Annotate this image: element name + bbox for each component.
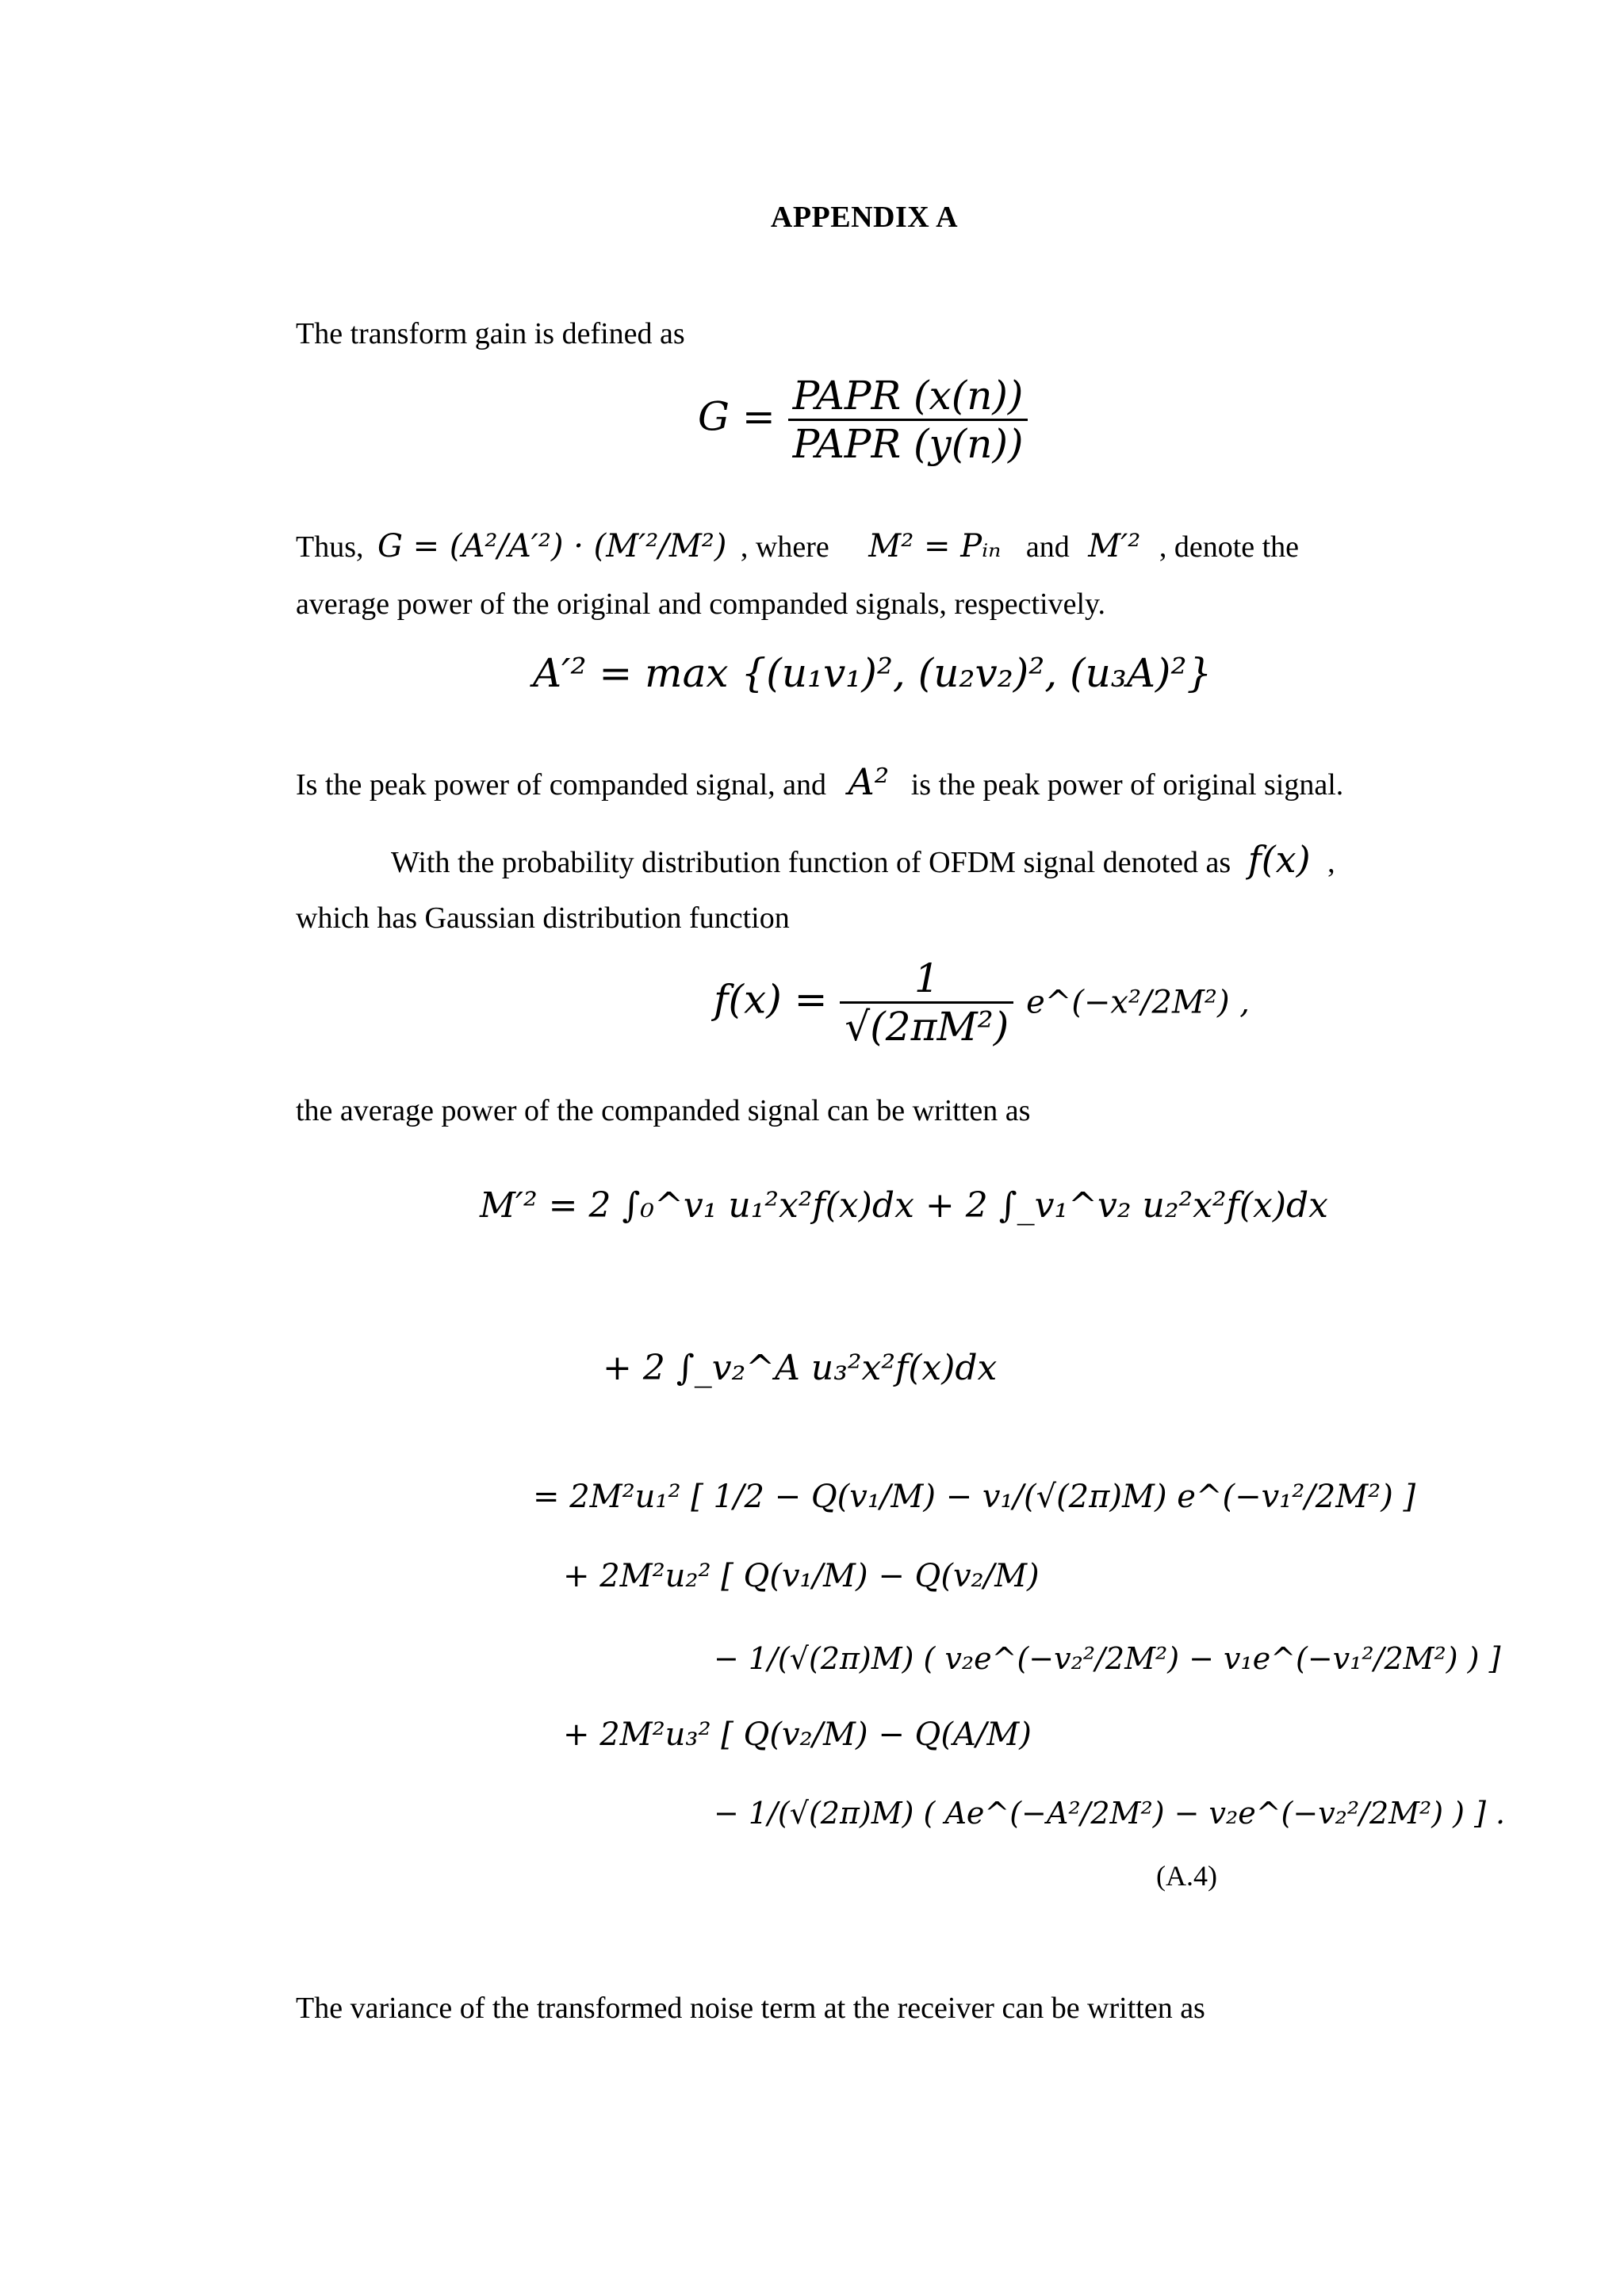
equation-power-line6: + 2M²u₃² [ Q(v₂/M) − Q(A/M) bbox=[563, 1716, 1032, 1753]
inline-gain-formula: G = (A²/A′²) · (M′²/M²) bbox=[377, 528, 727, 564]
paragraph-peak bbox=[296, 753, 1430, 813]
equation-power-line2: + 2 ∫_v₂^A u₃²x²f(x)dx bbox=[603, 1348, 998, 1388]
pdf-comma: , bbox=[1327, 846, 1335, 879]
appendix-heading: APPENDIX A bbox=[770, 201, 959, 234]
equation-power-line1: M′² = 2 ∫₀^v₁ u₁²x²f(x)dx + 2 ∫_v₁^v₂ u₂²x²f(x)dx bbox=[480, 1185, 1328, 1226]
eq-pdf-exponential: e^(−x²/2M²) , bbox=[1026, 984, 1250, 1021]
eq-gain-fraction bbox=[788, 373, 1028, 467]
inline-a-squared: A² bbox=[848, 760, 890, 803]
inline-fx: f(x) bbox=[1247, 838, 1311, 881]
and-text: and bbox=[1025, 530, 1070, 564]
inline-mprime-formula: M′² bbox=[1088, 528, 1141, 564]
eq-pdf-numerator: 1 bbox=[914, 955, 940, 1001]
paragraph-pdf bbox=[296, 831, 1430, 891]
paragraph-variance: The variance of the transformed noise term at the receiver can be written as bbox=[296, 1992, 1205, 2025]
equation-power-line7: − 1/(√(2π)M) ( Ae^(−A²/2M²) − v₂e^(−v₂²/2M²) ) ] . bbox=[714, 1796, 1506, 1831]
paragraph-intro: The transform gain is defined as bbox=[296, 317, 685, 350]
equation-power-line3: = 2M²u₁² [ 1/2 − Q(v₁/M) − v₁/(√(2π)M) e^(−v₁²/2M²) ] bbox=[533, 1479, 1416, 1515]
inline-pin-formula: M² = Pᵢₙ bbox=[868, 528, 1002, 564]
pdf-text-1: With the probability distribution function of OFDM signal denoted as bbox=[391, 846, 1231, 879]
paragraph-gaussian: which has Gaussian distribution function bbox=[296, 901, 790, 935]
where-text: , where bbox=[740, 530, 829, 564]
equation-peak-power: A′² = max {(u₁v₁)², (u₂v₂)², (u₃A)²} bbox=[533, 650, 1212, 696]
peak-text-2: is the peak power of original signal. bbox=[910, 768, 1344, 802]
paragraph-thus bbox=[296, 518, 1430, 633]
equation-pdf bbox=[714, 955, 1250, 1050]
equation-power-line4: + 2M²u₂² [ Q(v₁/M) − Q(v₂/M) bbox=[563, 1558, 1040, 1594]
equation-gain bbox=[698, 373, 1028, 467]
eq-gain-numerator: PAPR (x(n)) bbox=[792, 373, 1024, 419]
equation-power-line5: − 1/(√(2π)M) ( v₂e^(−v₂²/2M²) − v₁e^(−v₁²/2M²) ) ] bbox=[714, 1641, 1501, 1676]
paragraph-average-power: the average power of the companded signal can be written as bbox=[296, 1094, 1031, 1127]
eq-gain-denominator: PAPR (y(n)) bbox=[788, 419, 1028, 467]
eq-pdf-lhs: f(x) = bbox=[714, 976, 828, 1023]
denote-text: , denote the bbox=[1159, 530, 1300, 564]
eq-pdf-denominator: √(2πM²) bbox=[840, 1001, 1013, 1050]
peak-text-1: Is the peak power of companded signal, and bbox=[296, 768, 827, 802]
eq-gain-lhs: G = bbox=[698, 393, 776, 440]
thus-line2: average power of the original and companded signals, respectively. bbox=[296, 587, 1106, 621]
eq-pdf-fraction bbox=[840, 955, 1013, 1050]
equation-tag: (A.4) bbox=[1156, 1860, 1217, 1892]
thus-text: Thus, bbox=[296, 530, 364, 564]
